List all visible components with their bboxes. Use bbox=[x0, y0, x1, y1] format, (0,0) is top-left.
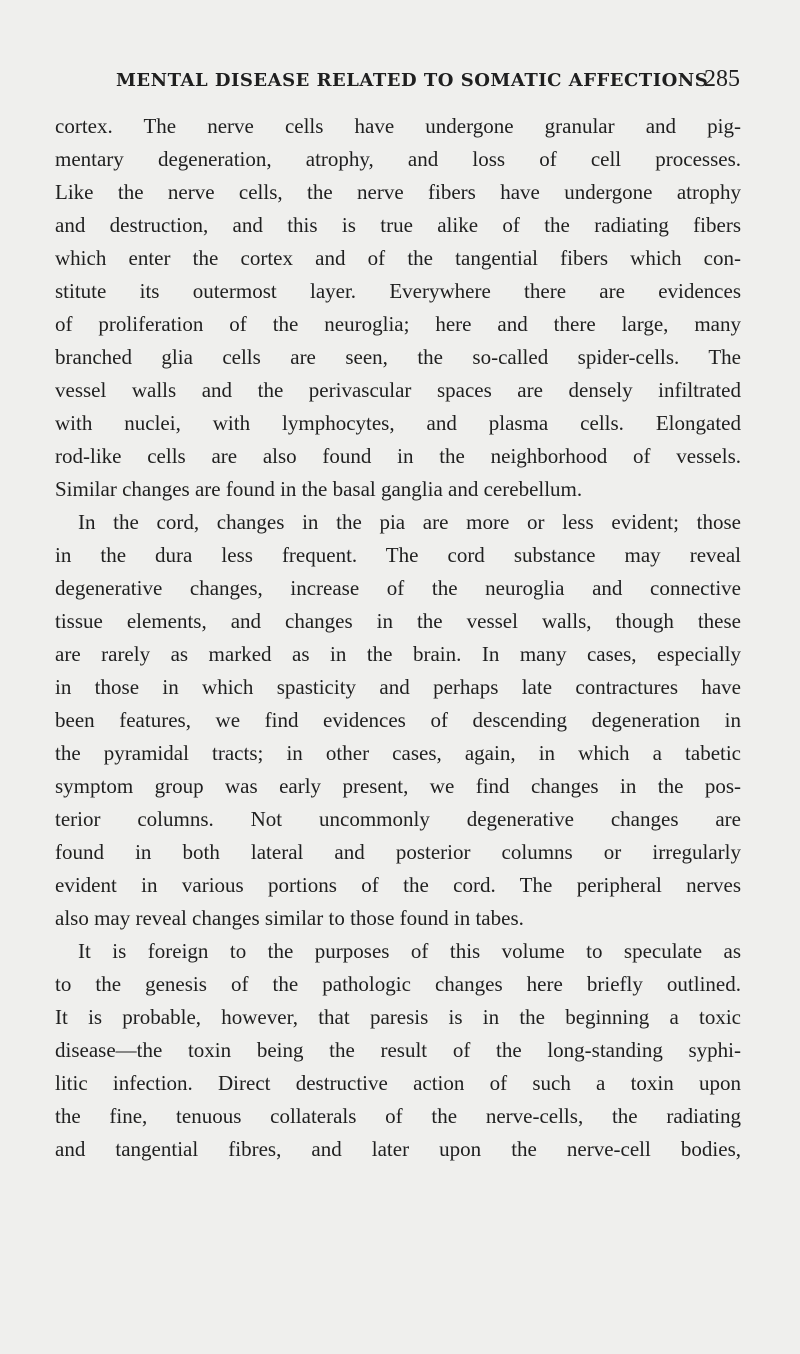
text-line: terior columns. Not uncommonly degenerative changes are bbox=[55, 807, 741, 831]
text-line: evident in various portions of the cord. The peripheral nerves bbox=[55, 873, 741, 897]
text-line: to the genesis of the pathologic changes here briefly outlined. bbox=[55, 972, 741, 996]
page-number: 285 bbox=[704, 66, 740, 92]
text-line: with nuclei, with lymphocytes, and plasma cells. Elongated bbox=[55, 411, 741, 435]
text-line: stitute its outermost layer. Everywhere there are evidences bbox=[55, 279, 741, 303]
text-line: mentary degeneration, atrophy, and loss of cell processes. bbox=[55, 147, 741, 171]
text-line: symptom group was early present, we find changes in the pos- bbox=[55, 774, 741, 798]
text-line: branched glia cells are seen, the so-called spider-cells. The bbox=[55, 345, 741, 369]
body-text bbox=[55, 110, 741, 1166]
paragraph-1 bbox=[55, 110, 741, 506]
text-line: found in both lateral and posterior columns or irregularly bbox=[55, 840, 741, 864]
text-line: which enter the cortex and of the tangential fibers which con- bbox=[55, 246, 741, 270]
text-line: Similar changes are found in the basal ganglia and cerebellum. bbox=[55, 477, 583, 501]
text-line: of proliferation of the neuroglia; here and there large, many bbox=[55, 312, 741, 336]
text-line: degenerative changes, increase of the neuroglia and connective bbox=[55, 576, 741, 600]
text-line: disease—the toxin being the result of the long-standing syphi- bbox=[55, 1038, 741, 1062]
text-line: litic infection. Direct destructive action of such a toxin upon bbox=[55, 1071, 741, 1095]
paragraph-3 bbox=[55, 935, 741, 1166]
text-line: It is foreign to the purposes of this volume to speculate as bbox=[78, 939, 741, 963]
text-line: and destruction, and this is true alike of the radiating fibers bbox=[55, 213, 741, 237]
text-line: also may reveal changes similar to those found in tabes. bbox=[55, 906, 524, 930]
text-line: the pyramidal tracts; in other cases, again, in which a tabetic bbox=[55, 741, 741, 765]
running-title: MENTAL DISEASE RELATED TO SOMATIC AFFECTIONS bbox=[116, 70, 709, 91]
text-line: the fine, tenuous collaterals of the nerve-cells, the radiating bbox=[55, 1104, 741, 1128]
text-line: tissue elements, and changes in the vessel walls, though these bbox=[55, 609, 741, 633]
text-line: in the dura less frequent. The cord substance may reveal bbox=[55, 543, 741, 567]
text-line: vessel walls and the perivascular spaces are densely infiltrated bbox=[55, 378, 741, 402]
text-line: rod-like cells are also found in the neighborhood of vessels. bbox=[55, 444, 741, 468]
text-line: been features, we find evidences of descending degeneration in bbox=[55, 708, 741, 732]
text-line: In the cord, changes in the pia are more or less evident; those bbox=[78, 510, 741, 534]
text-line: cortex. The nerve cells have undergone granular and pig- bbox=[55, 114, 741, 138]
text-line: Like the nerve cells, the nerve fibers have undergone atrophy bbox=[55, 180, 741, 204]
text-line: are rarely as marked as in the brain. In many cases, especially bbox=[55, 642, 741, 666]
text-line: It is probable, however, that paresis is in the beginning a toxic bbox=[55, 1005, 741, 1029]
running-head bbox=[116, 68, 740, 100]
text-line: in those in which spasticity and perhaps late contractures have bbox=[55, 675, 741, 699]
paragraph-2 bbox=[55, 506, 741, 935]
text-line: and tangential fibres, and later upon the nerve-cell bodies, bbox=[55, 1137, 741, 1161]
